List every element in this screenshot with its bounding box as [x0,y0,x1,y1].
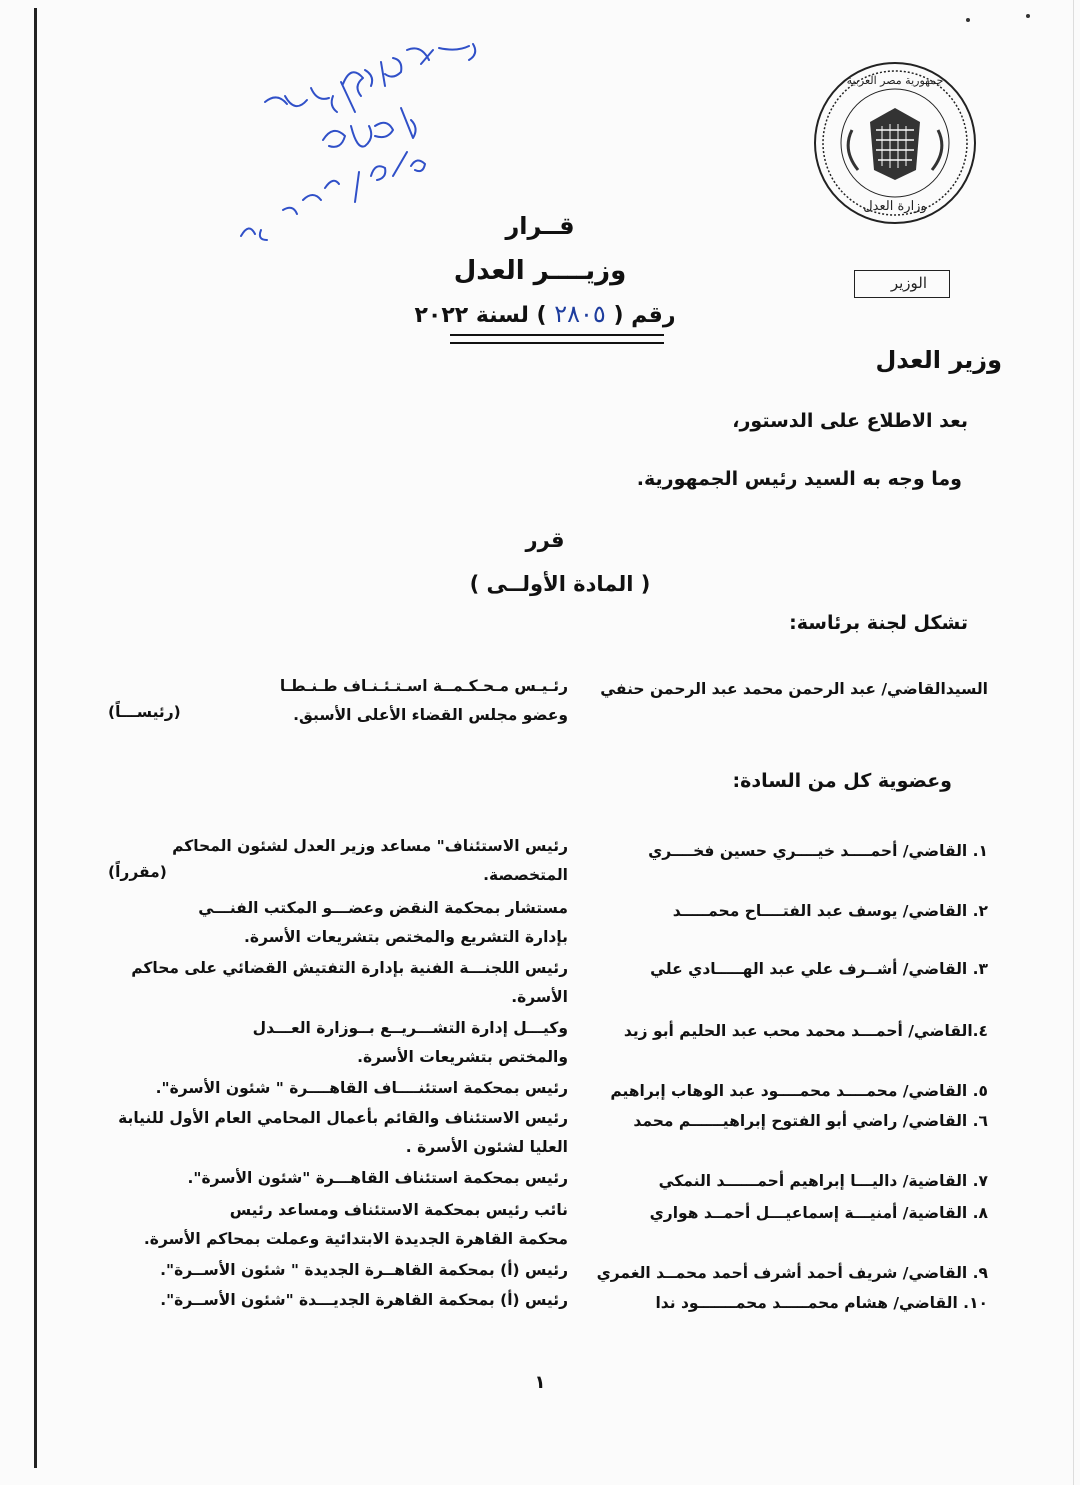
member-role [108,1074,568,1103]
member-role-line: والمختص بتشريعات الأسرة. [357,1048,568,1066]
chair-role [108,672,568,730]
member-role [108,1196,568,1254]
decision-number: ٢٨٠٥ [554,300,606,328]
member-role-line: رئيس اللجنـــة الفنية بإدارة التفتيش القضائي على محاكم [131,959,568,977]
scan-speck [1026,14,1030,18]
member-role-line: رئيس بمحكمة استئناف القاهـــرة "شئون الأسرة". [187,1169,568,1187]
member-name: ٥. القاضي/ محمــــد محمــــود عبد الوهاب إبراهيم [610,1082,988,1100]
seal-bottom-text: وزارة العدل [863,199,927,214]
chair-role-line-1: رئـيـس مـحـكـمــة اسـتـئـنـاف طـنـطـا [279,677,568,695]
number-prefix: رقم ( [613,303,676,328]
member-role-line: رئيس (أ) بمحكمة القاهرة الجديـــدة "شئون الأســرة". [160,1291,568,1309]
chair-name: السيدالقاضي/ عبد الرحمن محمد عبد الرحمن حنفي [600,680,988,698]
header-double-rule [450,334,664,344]
number-suffix: ) لسنة ٢٠٢٢ [414,303,547,328]
member-name: ٧. القاضية/ داليـــا إبراهيم أحمــــــد النمكي [658,1172,988,1190]
preamble-2: وما وجه به السيد رئيس الجمهورية. [636,468,962,490]
scan-edge-right [1073,0,1074,1485]
member-role [108,832,568,890]
member-name: ١. القاضي/ أحمــــد خيــــري حسين فخــــري [648,842,988,860]
seal-label-box [854,270,950,298]
member-name: ٢. القاضي/ يوسف عبد الفتــــاح محمـــــد [672,902,988,920]
member-role [108,1286,568,1315]
chair-role-line-2: وعضو مجلس القضاء الأعلى الأسبق. [293,706,568,724]
member-role-line: رئيس الاستئناف" مساعد وزير العدل لشئون المحاكم [172,837,568,855]
member-role-line: بإدارة التشريع والمختص بتشريعات الأسرة. [244,928,568,946]
member-name: ٩. القاضي/ شريف أحمد أشرف أحمد محمــد الغمري [596,1264,988,1282]
member-role-line: رئيس الاستئناف والقائم بأعمال المحامي العام الأول للنيابة [118,1109,568,1127]
member-name: ٦. القاضي/ راضي أبو الفتوح إبراهيــــــم محمد [633,1112,988,1130]
chair-tag: (رئيســـاً) [108,703,181,721]
member-role-line: مستشار بمحكمة النقض وعضـــو المكتب الفنـــي [198,899,568,917]
member-role-line: رئيس بمحكمة استئنــــاف القاهــــرة " شئون الأسرة". [155,1079,568,1097]
member-role [108,1164,568,1193]
issuer-title: وزيــــر العدل [453,256,627,286]
member-role-line: المتخصصة. [483,866,568,884]
member-role-line: وكيـــل إدارة التشـــريــع بــوزارة العـــدل [252,1019,568,1037]
member-name: ٣. القاضي/ أشــرف علي عبد الهـــــادي علي [650,960,988,978]
members-intro: وعضوية كل من السادة: [732,770,952,792]
member-role-line: رئيس (أ) بمحكمة القاهــرة الجديدة " شئون الأســرة". [160,1261,568,1279]
member-role [108,954,568,1012]
member-role-line: نائب رئيس بمحكمة الاستئناف ومساعد رئيس [229,1201,568,1219]
member-name: ٤.القاضي/ أحمـــد محمد محب عبد الحليم أبو زيد [623,1022,988,1040]
member-role [108,1104,568,1162]
body-heading: وزير العدل [875,346,1002,374]
scan-edge-line [34,8,37,1468]
decision-word: قــرار [505,212,575,240]
member-role-line: الأسرة. [511,988,568,1006]
article-title: ( المادة الأولــى ) [469,572,651,596]
member-role-line: العليا لشئون الأسرة . [405,1138,568,1156]
member-name: ١٠. القاضي/ هشام محمـــــد محمـــــــود ندا [655,1294,988,1312]
ministry-seal-emblem [812,60,978,226]
seal-top-text: جمهورية مصر العربية [846,74,944,87]
member-name: ٨. القاضية/ أمنيـــة إسماعيـــل أحمــد هواري [649,1204,988,1222]
handwritten-line-2 [225,40,226,41]
member-role [108,894,568,952]
member-role [108,1014,568,1072]
decided-word: قرر [525,528,565,552]
handwritten-note [225,40,495,250]
member-role-line: محكمة القاهرة الجديدة الابتدائية وعملت بمحاكم الأسرة. [143,1230,568,1248]
seal-label: الوزير [890,274,927,292]
member-role [108,1256,568,1285]
rapporteur-tag: (مقرراً) [108,863,167,881]
preamble-1: بعد الاطلاع على الدستور، [732,410,968,432]
page-number: ١ [534,1372,546,1393]
committee-intro: تشكل لجنة برئاسة: [789,612,968,634]
decision-number-line [400,300,690,328]
scan-speck [966,18,970,22]
